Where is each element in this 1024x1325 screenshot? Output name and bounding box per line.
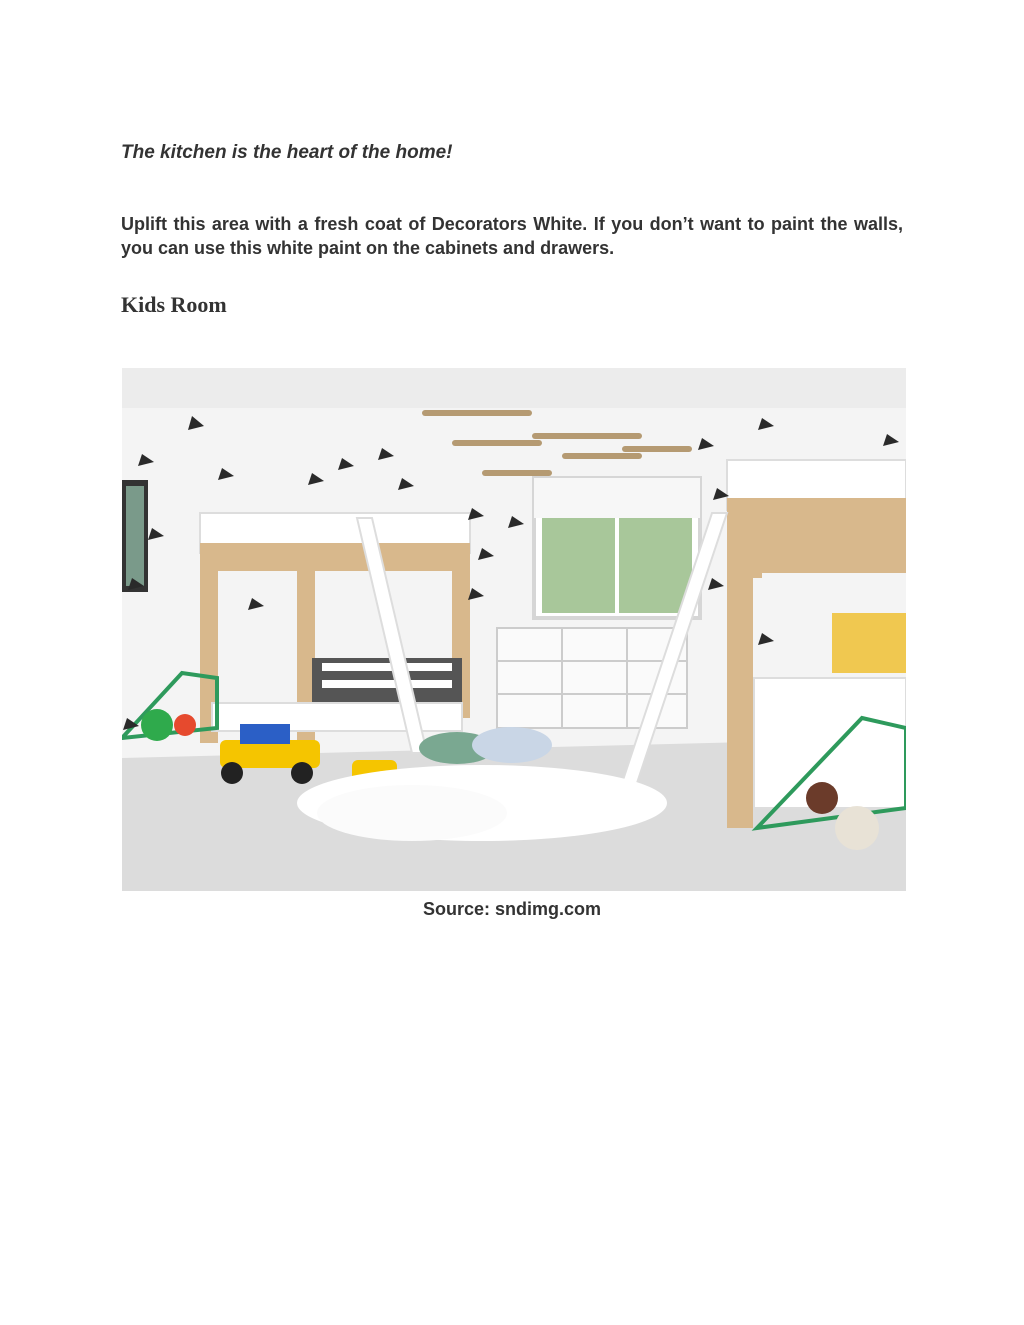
section-heading-kids-room: Kids Room (121, 292, 227, 317)
tagline-text: The kitchen is the heart of the home! (121, 142, 453, 163)
image-source-caption: Source: sndimg.com (422, 899, 602, 919)
paint-tip-paragraph: Uplift this area with a fresh coat of Decorators White. If you don’t want to paint the walls, you can use this white paint on the cabinets and drawers. (121, 214, 903, 258)
kids-room-photo (122, 368, 906, 891)
